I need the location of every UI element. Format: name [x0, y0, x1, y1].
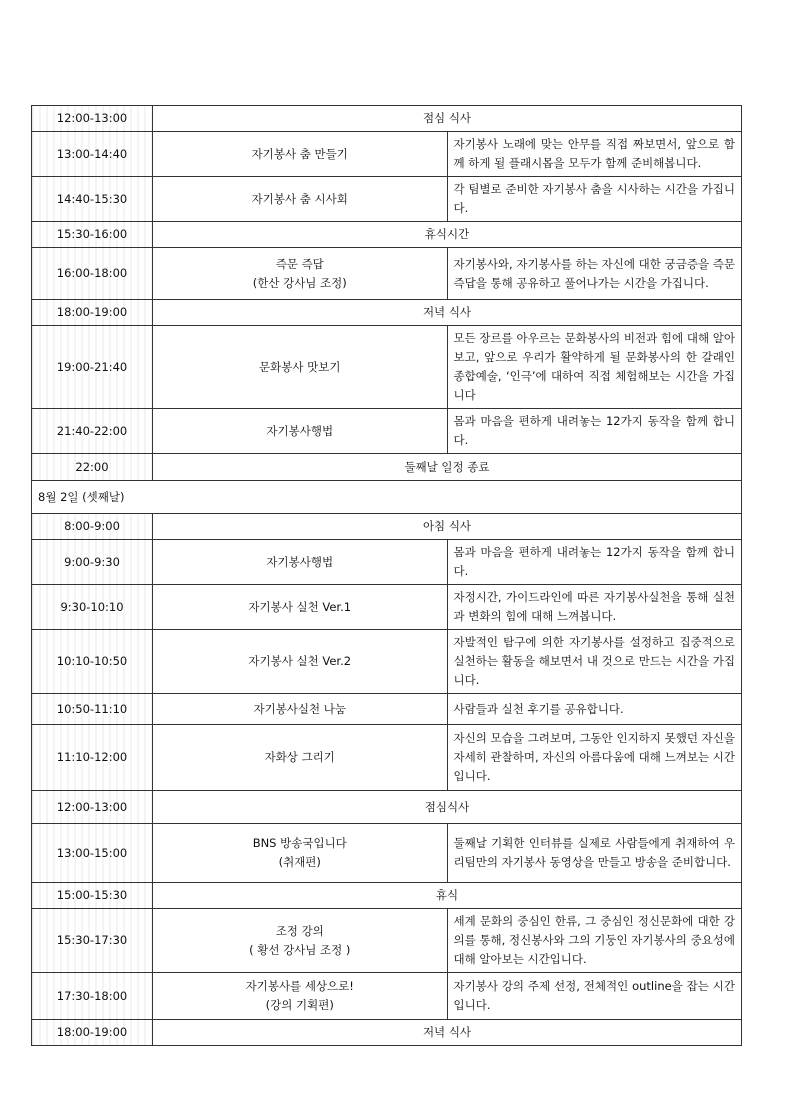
activity-cell: 점심식사: [153, 791, 742, 824]
session-description: 둘째날 기획한 인터뷰를 실제로 사람들에게 취재하여 우리팀만의 자기봉사 동영상을 만들고 방송을 준비합니다.: [447, 824, 742, 883]
session-description: 모든 장르를 아우르는 문화봉사의 비전과 힘에 대해 알아보고, 앞으로 우리가 활약하게 될 문화봉사의 한 갈래인 종합예술, ‘인극’에 대하여 직접 체험해보는 시간을 가집니다: [447, 326, 742, 409]
session-description: 자신의 모습을 그려보며, 그동안 인지하지 못했던 자신을 자세히 관찰하며, 자신의 아름다움에 대해 느껴보는 시간입니다.: [447, 725, 742, 791]
schedule-row: [32, 909, 742, 973]
activity-cell: 휴식시간: [153, 222, 742, 248]
session-description: 몸과 마음을 편하게 내려놓는 12가지 동작을 함께 합니다.: [447, 540, 742, 585]
time-cell: 16:00-18:00: [32, 248, 153, 300]
session-title-line: 자기봉사행법: [266, 554, 334, 569]
schedule-row: [32, 973, 742, 1020]
session-title-cell: [153, 824, 448, 883]
session-title-line: (한산 강사님 조정): [252, 275, 347, 290]
session-title-line: BNS 방송국입니다: [252, 836, 347, 850]
time-cell: 22:00: [32, 454, 153, 481]
activity-cell: 점심 식사: [153, 106, 742, 132]
session-title-cell: [153, 132, 448, 177]
time-cell: 10:50-11:10: [32, 694, 153, 725]
schedule-row: [32, 630, 742, 694]
schedule-row: [32, 106, 742, 132]
session-description: 자정시간, 가이드라인에 따른 자기봉사실천을 통해 실천과 변화의 힘에 대해 느껴봅니다.: [447, 585, 742, 630]
schedule-row: [32, 454, 742, 481]
session-title-line: 자기봉사 실천 Ver.2: [248, 654, 352, 668]
session-title-line: 즉문 즉답: [275, 256, 324, 271]
schedule-row: [32, 824, 742, 883]
session-description: 몸과 마음을 편하게 내려놓는 12가지 동작을 함께 합니다.: [447, 409, 742, 454]
schedule-row: [32, 694, 742, 725]
session-title-cell: [153, 725, 448, 791]
day-banner: 8월 2일 (셋째날): [32, 481, 742, 514]
activity-cell: 휴식: [153, 883, 742, 909]
time-cell: 9:30-10:10: [32, 585, 153, 630]
time-cell: 8:00-9:00: [32, 514, 153, 540]
session-title-cell: [153, 177, 448, 222]
time-cell: 15:30-17:30: [32, 909, 153, 973]
schedule-row: [32, 300, 742, 326]
session-title-cell: [153, 909, 448, 973]
session-title-line: 자기봉사를 세상으로!: [245, 979, 354, 993]
schedule-row: [32, 248, 742, 300]
session-description: 사람들과 실천 후기를 공유합니다.: [447, 694, 742, 725]
schedule-row: [32, 326, 742, 409]
session-title-line: 자기봉사 춤 만들기: [251, 146, 348, 161]
time-cell: 18:00-19:00: [32, 1020, 153, 1046]
time-cell: 17:30-18:00: [32, 973, 153, 1020]
time-cell: 11:10-12:00: [32, 725, 153, 791]
session-description: 자기봉사와, 자기봉사를 하는 자신에 대한 궁금증을 즉문즉답을 통해 공유하고 풀어나가는 시간을 가집니다.: [447, 248, 742, 300]
time-cell: 19:00-21:40: [32, 326, 153, 409]
time-cell: 12:00-13:00: [32, 106, 153, 132]
session-title-cell: [153, 326, 448, 409]
schedule-row: [32, 883, 742, 909]
session-title-line: 문화봉사 맛보기: [259, 359, 341, 374]
schedule-table: [31, 105, 742, 1046]
session-description: 자기봉사 강의 주제 선정, 전체적인 outline을 잡는 시간입니다.: [447, 973, 742, 1020]
session-title-cell: [153, 248, 448, 300]
session-description: 자발적인 탐구에 의한 자기봉사를 설정하고 집중적으로 실천하는 활동을 해보면서 내 것으로 만드는 시간을 가집니다.: [447, 630, 742, 694]
schedule-row: [32, 409, 742, 454]
time-cell: 15:00-15:30: [32, 883, 153, 909]
activity-cell: 둘째날 일정 종료: [153, 454, 742, 481]
time-cell: 15:30-16:00: [32, 222, 153, 248]
time-cell: 12:00-13:00: [32, 791, 153, 824]
schedule-row: [32, 585, 742, 630]
time-cell: 18:00-19:00: [32, 300, 153, 326]
schedule-row: [32, 132, 742, 177]
schedule-row: [32, 725, 742, 791]
activity-cell: 저녁 식사: [153, 1020, 742, 1046]
time-cell: 13:00-15:00: [32, 824, 153, 883]
session-title-cell: [153, 585, 448, 630]
session-title-line: ( 황선 강사님 조정 ): [249, 942, 351, 957]
schedule-row: [32, 791, 742, 824]
time-cell: 10:10-10:50: [32, 630, 153, 694]
session-description: 각 팀별로 준비한 자기봉사 춤을 시사하는 시간을 가집니다.: [447, 177, 742, 222]
schedule-row: [32, 514, 742, 540]
session-title-line: 조정 강의: [275, 923, 324, 938]
schedule-row: [32, 177, 742, 222]
session-title-line: 자기봉사행법: [266, 423, 334, 438]
schedule-row: [32, 1020, 742, 1046]
session-title-line: 자기봉사 춤 시사회: [251, 191, 348, 206]
schedule-row: [32, 222, 742, 248]
session-title-cell: [153, 694, 448, 725]
session-title-cell: [153, 540, 448, 585]
time-cell: 13:00-14:40: [32, 132, 153, 177]
schedule-row: [32, 540, 742, 585]
session-title-cell: [153, 973, 448, 1020]
activity-cell: 저녁 식사: [153, 300, 742, 326]
session-title-cell: [153, 630, 448, 694]
session-title-line: 자기봉사 실천 Ver.1: [248, 599, 352, 614]
time-cell: 21:40-22:00: [32, 409, 153, 454]
session-description: 자기봉사 노래에 맞는 안무를 직접 짜보면서, 앞으로 함께 하게 될 플래시몹을 모두가 함께 준비해봅니다.: [447, 132, 742, 177]
session-title-line: 자화상 그리기: [264, 750, 335, 764]
session-title-cell: [153, 409, 448, 454]
activity-cell: 아침 식사: [153, 514, 742, 540]
time-cell: 14:40-15:30: [32, 177, 153, 222]
day-banner-row: [32, 481, 742, 514]
session-title-line: 자기봉사실천 나눔: [253, 701, 347, 716]
session-description: 세계 문화의 중심인 한류, 그 중심인 정신문화에 대한 강의를 통해, 정신봉사와 그의 기둥인 자기봉사의 중요성에 대해 알아보는 시간입니다.: [447, 909, 742, 973]
time-cell: 9:00-9:30: [32, 540, 153, 585]
session-title-line: (취재편): [278, 855, 321, 869]
session-title-line: (강의 기획편): [265, 998, 334, 1012]
